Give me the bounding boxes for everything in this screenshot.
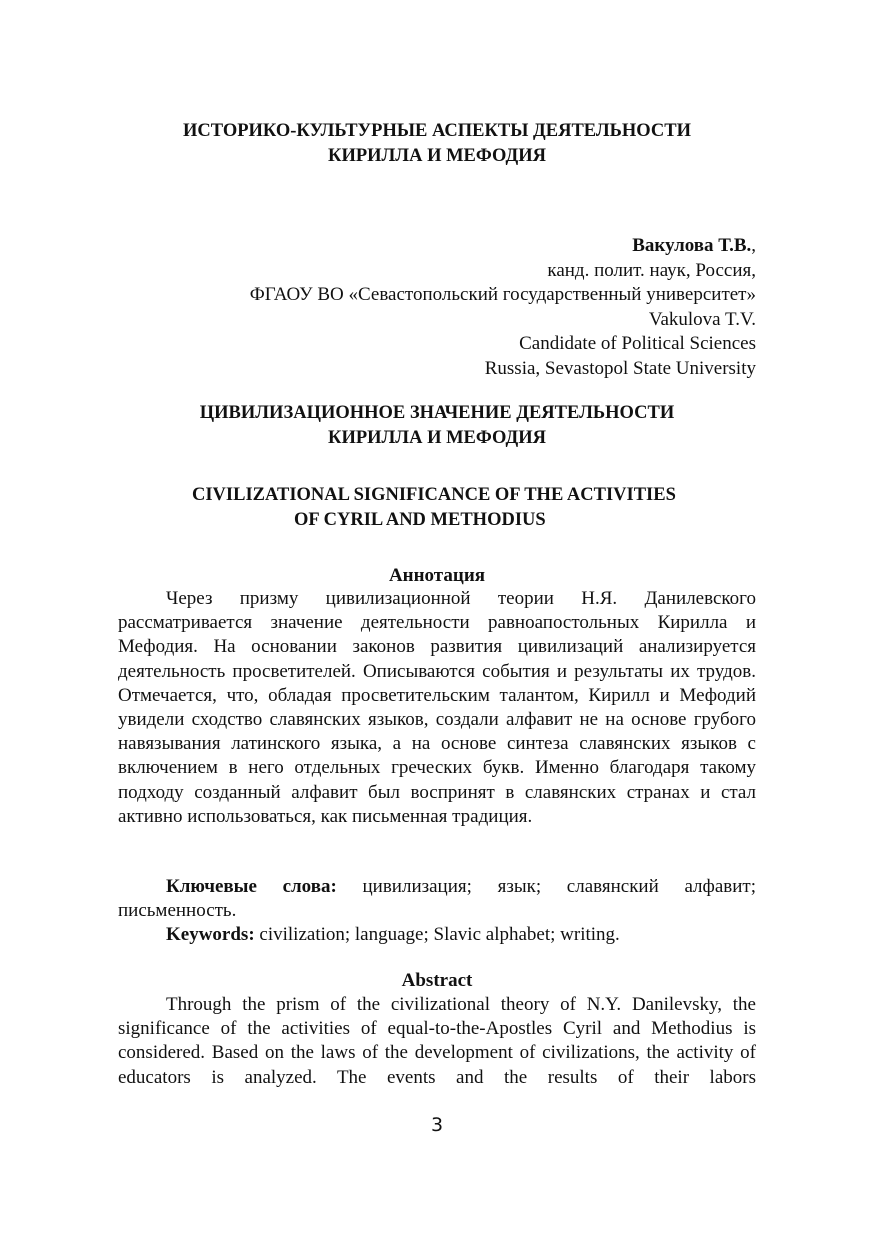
article-title-ru [118, 119, 756, 169]
author-name-ru: Вакулова Т.В. [632, 235, 752, 256]
author-degree-ru: канд. полит. наук, Россия, [547, 259, 756, 281]
annotation-heading: Аннотация [388, 565, 486, 586]
article-title-ru-line2: КИРИЛЛА И МЕФОДИЯ [328, 146, 546, 166]
section-title-en-line1: CIVILIZATIONAL SIGNIFICANCE OF THE ACTIVITIES [192, 485, 676, 505]
abstract-text: Through the prism of the civilizational theory of N.Y. Danilevsky, the significance of the activities of equal-to-the-Apostles Cyril and Methodius is considered. Based on the laws of the development of civilizations, the activity of educators is analyzed. The events and the results of their labors [118, 994, 756, 1088]
keywords-ru-text: цивилизация; язык; славянский алфавит; письменность. [118, 876, 756, 922]
section-title-ru-line1: ЦИВИЛИЗАЦИОННОЕ ЗНАЧЕНИЕ ДЕЯТЕЛЬНОСТИ [199, 403, 675, 423]
keywords-ru-label: Ключевые слова: [166, 876, 337, 897]
section-title-en-line2: OF CYRIL AND METHODIUS [294, 510, 546, 530]
author-name-ru-line [118, 234, 756, 259]
abstract-heading: Abstract [401, 970, 473, 991]
keywords-en [118, 923, 756, 947]
author-affiliation-en: Russia, Sevastopol State University [484, 357, 756, 379]
author-name-ru-comma: , [751, 235, 756, 256]
keywords-en-label: Keywords: [166, 924, 255, 945]
author-degree-en: Candidate of Political Sciences [519, 333, 756, 355]
section-title-en [118, 483, 756, 533]
keywords-ru [118, 875, 756, 923]
author-affiliation-ru: ФГАОУ ВО «Севастопольский государственный университет» [249, 284, 756, 306]
paper-page [118, 0, 756, 1241]
keywords-en-text: civilization; language; Slavic alphabet; writing. [254, 924, 620, 945]
author-name-en: Vakulova T.V. [648, 308, 756, 330]
section-title-ru-line2: КИРИЛЛА И МЕФОДИЯ [328, 428, 546, 448]
annotation-text: Через призму цивилизационной теории Н.Я. Данилевского рассматривается значение деятельности равноапостольных Кирилла и Мефодия. На основании законов развития цивилизаций анализируется деятельность просветителей. Описываются события и результаты их трудов. Отмечается, что, обладая просветительским талантом, Кирилл и Мефодий увидели сходство славянских языков, создали алфавит не на основе грубого навязывания латинского языка, а на основе синтеза славянских языков с включением в него отдельных греческих букв. Именно благодаря такому подходу созданный алфавит был воспринят в славянских странах и стал активно использоваться, как письменная традиция. [118, 588, 756, 827]
page-number: 3 [430, 1114, 444, 1136]
article-title-ru-line1: ИСТОРИКО-КУЛЬТУРНЫЕ АСПЕКТЫ ДЕЯТЕЛЬНОСТИ [182, 121, 692, 141]
author-block [118, 234, 756, 382]
section-title-ru [118, 401, 756, 451]
